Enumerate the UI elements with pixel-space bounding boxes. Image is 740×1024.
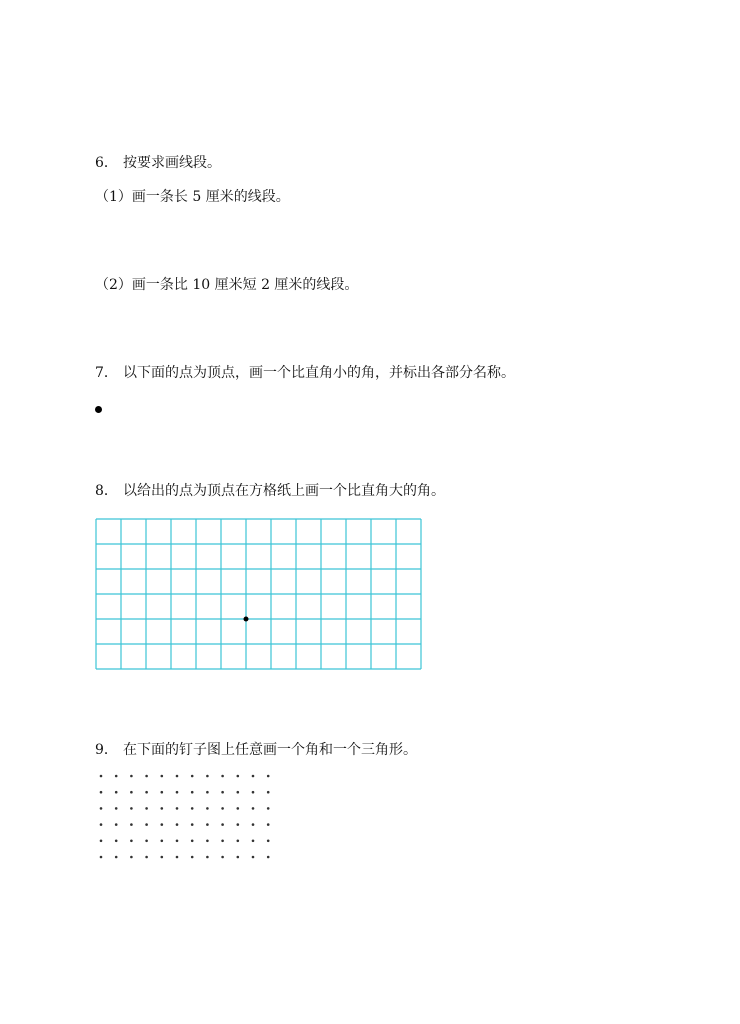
nail-dot bbox=[130, 807, 133, 810]
nail-dot bbox=[267, 823, 270, 826]
nail-dot bbox=[252, 791, 255, 794]
nail-dot bbox=[145, 775, 148, 778]
nail-dot bbox=[252, 840, 255, 843]
nail-dot bbox=[145, 840, 148, 843]
nail-dot bbox=[267, 856, 270, 859]
nail-dot bbox=[206, 856, 209, 859]
question-7-text: 以下面的点为顶点，画一个比直角小的角，并标出各部分名称。 bbox=[123, 365, 515, 381]
nail-dot bbox=[237, 775, 240, 778]
question-6-part-2: （2）画一条比 10 厘米短 2 厘米的线段。 bbox=[95, 277, 359, 293]
vertex-point bbox=[95, 406, 102, 413]
nail-dot bbox=[100, 856, 103, 859]
nail-dot bbox=[237, 791, 240, 794]
nail-dot bbox=[176, 791, 179, 794]
nail-dot bbox=[221, 807, 224, 810]
question-9-text: 在下面的钉子图上任意画一个角和一个三角形。 bbox=[123, 742, 417, 758]
nail-dot bbox=[267, 840, 270, 843]
nail-dot bbox=[206, 823, 209, 826]
nail-dot bbox=[206, 840, 209, 843]
nail-dot bbox=[221, 791, 224, 794]
nail-dot bbox=[252, 807, 255, 810]
question-8-text: 以给出的点为顶点在方格纸上画一个比直角大的角。 bbox=[123, 483, 445, 499]
nail-dot bbox=[145, 856, 148, 859]
nail-dot bbox=[206, 775, 209, 778]
nail-dot bbox=[130, 775, 133, 778]
nail-dot bbox=[115, 775, 118, 778]
nail-dot bbox=[221, 823, 224, 826]
nail-dot bbox=[115, 856, 118, 859]
question-6 bbox=[95, 154, 221, 172]
nail-dot bbox=[176, 775, 179, 778]
nail-dot bbox=[267, 775, 270, 778]
nail-dot bbox=[237, 856, 240, 859]
nail-dot bbox=[237, 823, 240, 826]
nail-dot bbox=[221, 856, 224, 859]
nail-dot bbox=[252, 856, 255, 859]
question-9 bbox=[95, 741, 417, 759]
nail-dot bbox=[115, 807, 118, 810]
question-7-number: 7． bbox=[95, 365, 118, 381]
nail-dot bbox=[237, 840, 240, 843]
nail-dot bbox=[100, 807, 103, 810]
nail-dot bbox=[252, 823, 255, 826]
nail-dot bbox=[161, 823, 164, 826]
nail-dot bbox=[267, 807, 270, 810]
question-6-text: 按要求画线段。 bbox=[123, 155, 221, 171]
nail-dot bbox=[206, 791, 209, 794]
nail-dot bbox=[115, 840, 118, 843]
nail-dot bbox=[176, 856, 179, 859]
nail-dot bbox=[130, 840, 133, 843]
nail-dot bbox=[161, 840, 164, 843]
nail-dot bbox=[237, 807, 240, 810]
nail-dot bbox=[161, 807, 164, 810]
nail-dot bbox=[252, 775, 255, 778]
nail-dot bbox=[191, 856, 194, 859]
question-7 bbox=[95, 364, 515, 382]
nail-dot bbox=[100, 823, 103, 826]
nail-dot bbox=[130, 791, 133, 794]
nail-dot bbox=[191, 775, 194, 778]
question-9-number: 9． bbox=[95, 742, 118, 758]
nail-dot bbox=[100, 791, 103, 794]
nail-dot bbox=[176, 807, 179, 810]
nail-dot bbox=[161, 775, 164, 778]
nail-dot bbox=[267, 791, 270, 794]
nail-dot bbox=[100, 840, 103, 843]
nail-dot bbox=[130, 823, 133, 826]
nail-dot bbox=[145, 807, 148, 810]
nail-dot bbox=[145, 791, 148, 794]
nail-dot bbox=[191, 840, 194, 843]
grid-paper bbox=[95, 518, 425, 672]
nail-dot bbox=[115, 791, 118, 794]
nail-dot bbox=[206, 807, 209, 810]
grid-vertex-point bbox=[244, 617, 249, 622]
question-8-number: 8． bbox=[95, 483, 118, 499]
nail-dot bbox=[191, 791, 194, 794]
nail-dot bbox=[130, 856, 133, 859]
nail-dot bbox=[191, 807, 194, 810]
question-6-part-1: （1）画一条长 5 厘米的线段。 bbox=[95, 189, 290, 205]
nail-dot bbox=[145, 823, 148, 826]
nail-dot bbox=[100, 775, 103, 778]
nail-dot bbox=[191, 823, 194, 826]
nail-dot bbox=[176, 840, 179, 843]
nail-dot bbox=[161, 791, 164, 794]
nail-dot bbox=[221, 775, 224, 778]
question-8 bbox=[95, 482, 445, 500]
nail-board bbox=[97, 772, 277, 864]
nail-dot bbox=[115, 823, 118, 826]
nail-dot bbox=[176, 823, 179, 826]
nail-dot bbox=[161, 856, 164, 859]
nail-dot bbox=[221, 840, 224, 843]
question-6-number: 6． bbox=[95, 155, 118, 171]
